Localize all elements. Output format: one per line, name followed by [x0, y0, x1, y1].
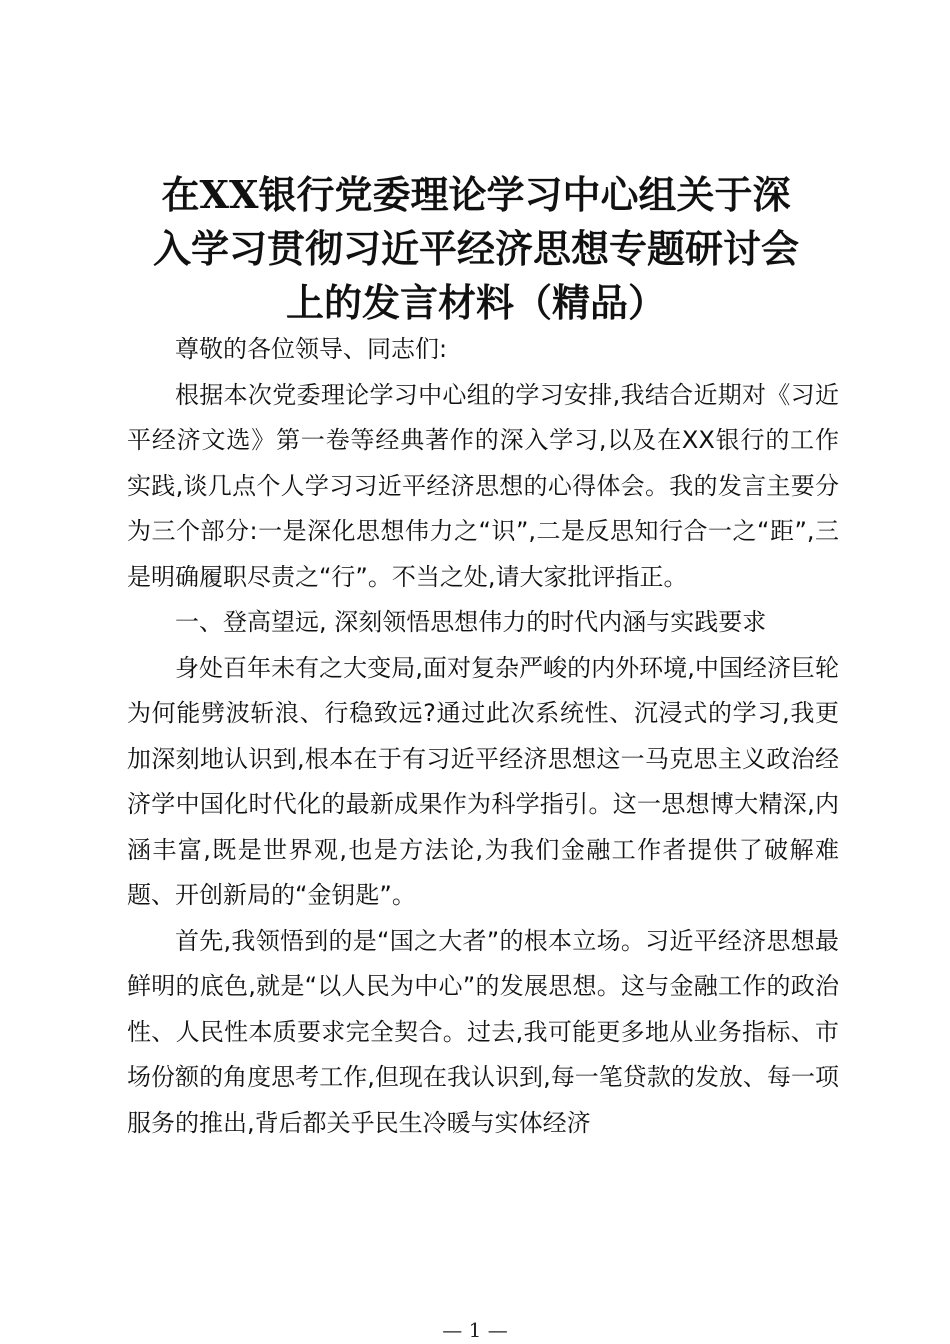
document-body — [127, 327, 839, 1146]
document-title — [118, 168, 834, 330]
page-number: — 1 — — [442, 1318, 508, 1342]
body-paragraph-2: 首先,我领悟到的是“国之大者”的根本立场。习近平经济思想最鲜明的底色,就是“以人民为中心”的发展思想。这与金融工作的政治性、人民性本质要求完全契合。过去,我可能更多地从业务指标、市场份额的角度思考工作,但现在我认识到,每一笔贷款的发放、每一项服务的推出,背后都关乎民生冷暖与实体经济 — [127, 926, 839, 1137]
title-line-3: 上的发言材料（精品） — [285, 280, 666, 325]
intro-paragraph: 根据本次党委理论学习中心组的学习安排,我结合近期对《习近平经济文选》第一卷等经典著作的深入学习,以及在XX银行的工作实践,谈几点个人学习习近平经济思想的心得体会。我的发言主要分为三个部分:一是深化思想伟力之“识”,二是反思知行合一之“距”,三是明确履职尽责之“行”。不当之处,请大家批评指正。 — [127, 380, 839, 591]
title-line-1: 在XX银行党委理论学习中心组关于深 — [161, 172, 791, 217]
section-heading-1: 一、登高望远, 深刻领悟思想伟力的时代内涵与实践要求 — [175, 608, 767, 636]
salutation: 尊敬的各位领导、同志们: — [175, 335, 448, 363]
body-paragraph-1: 身处百年未有之大变局,面对复杂严峻的内外环境,中国经济巨轮为何能劈波斩浪、行稳致远?通过此次系统性、沉浸式的学习,我更加深刻地认识到,根本在于有习近平经济思想这一马克思主义政治经济学中国化时代化的最新成果作为科学指引。这一思想博大精深,内涵丰富,既是世界观,也是方法论,为我们金融工作者提供了破解难题、开创新局的“金钥匙”。 — [127, 653, 839, 909]
title-line-2: 入学习贯彻习近平经济思想专题研讨会 — [152, 226, 799, 271]
